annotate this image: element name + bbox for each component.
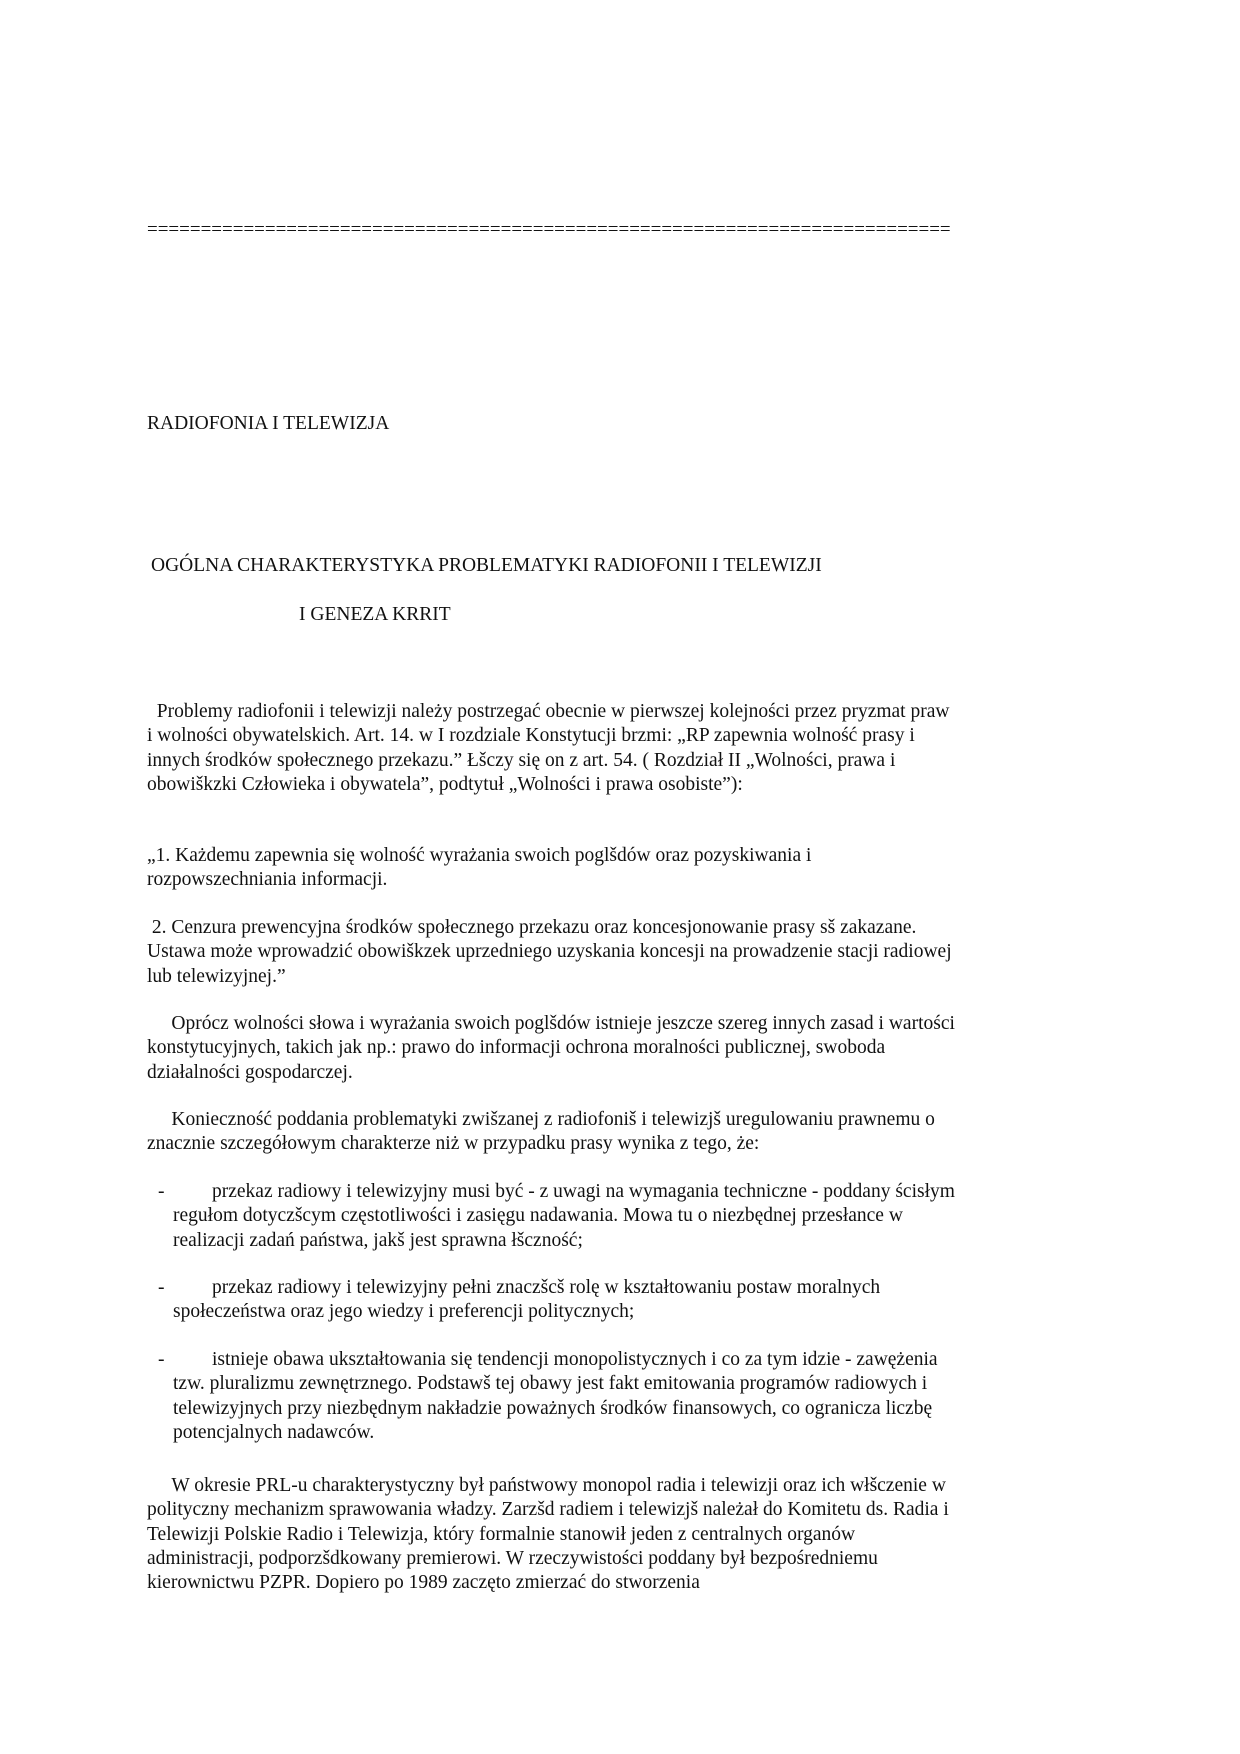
section-heading-line2: I GENEZA KRRIT (299, 604, 451, 625)
list-dash: - (158, 1349, 165, 1370)
quote-point-2: 2. Cenzura prewencyjna środków społecznego przekazu oraz koncesjonowanie prasy sš zakazane. Ustawa może wprowadzić obowiškzek uprzedniego uzyskania koncesji na prowadzenie stacji radiowej lub telewizyjnej.” (147, 917, 957, 987)
document-title: RADIOFONIA I TELEWIZJA (147, 413, 390, 434)
list-item-text: przekaz radiowy i telewizyjny pełni znaczšcš rolę w kształtowaniu postaw moralnych społeczeństwa oraz jego wiedzy i preferencji politycznych; (173, 1277, 886, 1323)
paragraph-prl: W okresie PRL-u charakterystyczny był państwowy monopol radia i telewizji oraz ich włšczenie w polityczny mechanizm sprawowania władzy. Zarzšd radiem i telewizjš należał do Komitetu ds. Radia i Telewizji Polskie Radio i Telewizja, który formalnie stanowił jeden z centralnych organów administracji, podporzšdkowany premierowi. W rzeczywistości poddany był bezpośredniemu kierownictwu PZPR. Dopiero po 1989 zaczęto zmierzać do stworzenia (147, 1475, 954, 1594)
list-item-text: przekaz radiowy i telewizyjny musi być - z uwagi na wymagania techniczne - poddany ścisłym regułom dotyczšcym częstotliwości i zasięgu nadawania. Mowa tu o niezbędnej przesłance w realizacji zadań państwa, jakš jest sprawna łšczność; (173, 1181, 960, 1251)
section-heading-line1: OGÓLNA CHARAKTERYSTYKA PROBLEMATYKI RADIOFONII I TELEWIZJI (151, 555, 822, 576)
list-dash: - (158, 1181, 165, 1202)
paragraph-necessity: Konieczność poddania problematyki zwišzanej z radiofoniš i telewizjš uregulowaniu prawnemu o znacznie szczegółowym charakterze niż w przypadku prasy wynika z tego, że: (147, 1109, 940, 1155)
separator-line: =========================================================================== (147, 219, 951, 240)
paragraph-values: Oprócz wolności słowa i wyrażania swoich poglšdów istnieje jeszcze szereg innych zasad i wartości konstytucyjnych, takich jak np.: prawo do informacji ochrona moralności publicznej, swoboda działalności gospodarczej. (147, 1013, 960, 1083)
paragraph-intro: Problemy radiofonii i telewizji należy postrzegać obecnie w pierwszej kolejności przez pryzmat praw i wolności obywatelskich. Art. 14. w I rozdziale Konstytucji brzmi: „RP zapewnia wolność prasy i innych środków społecznego przekazu.” Łšczy się on z art. 54. ( Rozdział II „Wolności, prawa i obowiškzki Człowieka i obywatela”, podtytuł „Wolności i prawa osobiste”): (147, 701, 955, 795)
quote-point-1: „1. Każdemu zapewnia się wolność wyrażania swoich poglšdów oraz pozyskiwania i rozpowszechniania informacji. (147, 845, 817, 891)
list-item-text: istnieje obawa ukształtowania się tendencji monopolistycznych i co za tym idzie - zawężenia tzw. pluralizmu zewnętrznego. Podstawš tej obawy jest fakt emitowania programów radiowych i telewizyjnych przy niezbędnym nakładzie poważnych środków finansowych, co ogranicza liczbę potencjalnych nadawców. (173, 1349, 943, 1443)
list-dash: - (158, 1277, 165, 1298)
